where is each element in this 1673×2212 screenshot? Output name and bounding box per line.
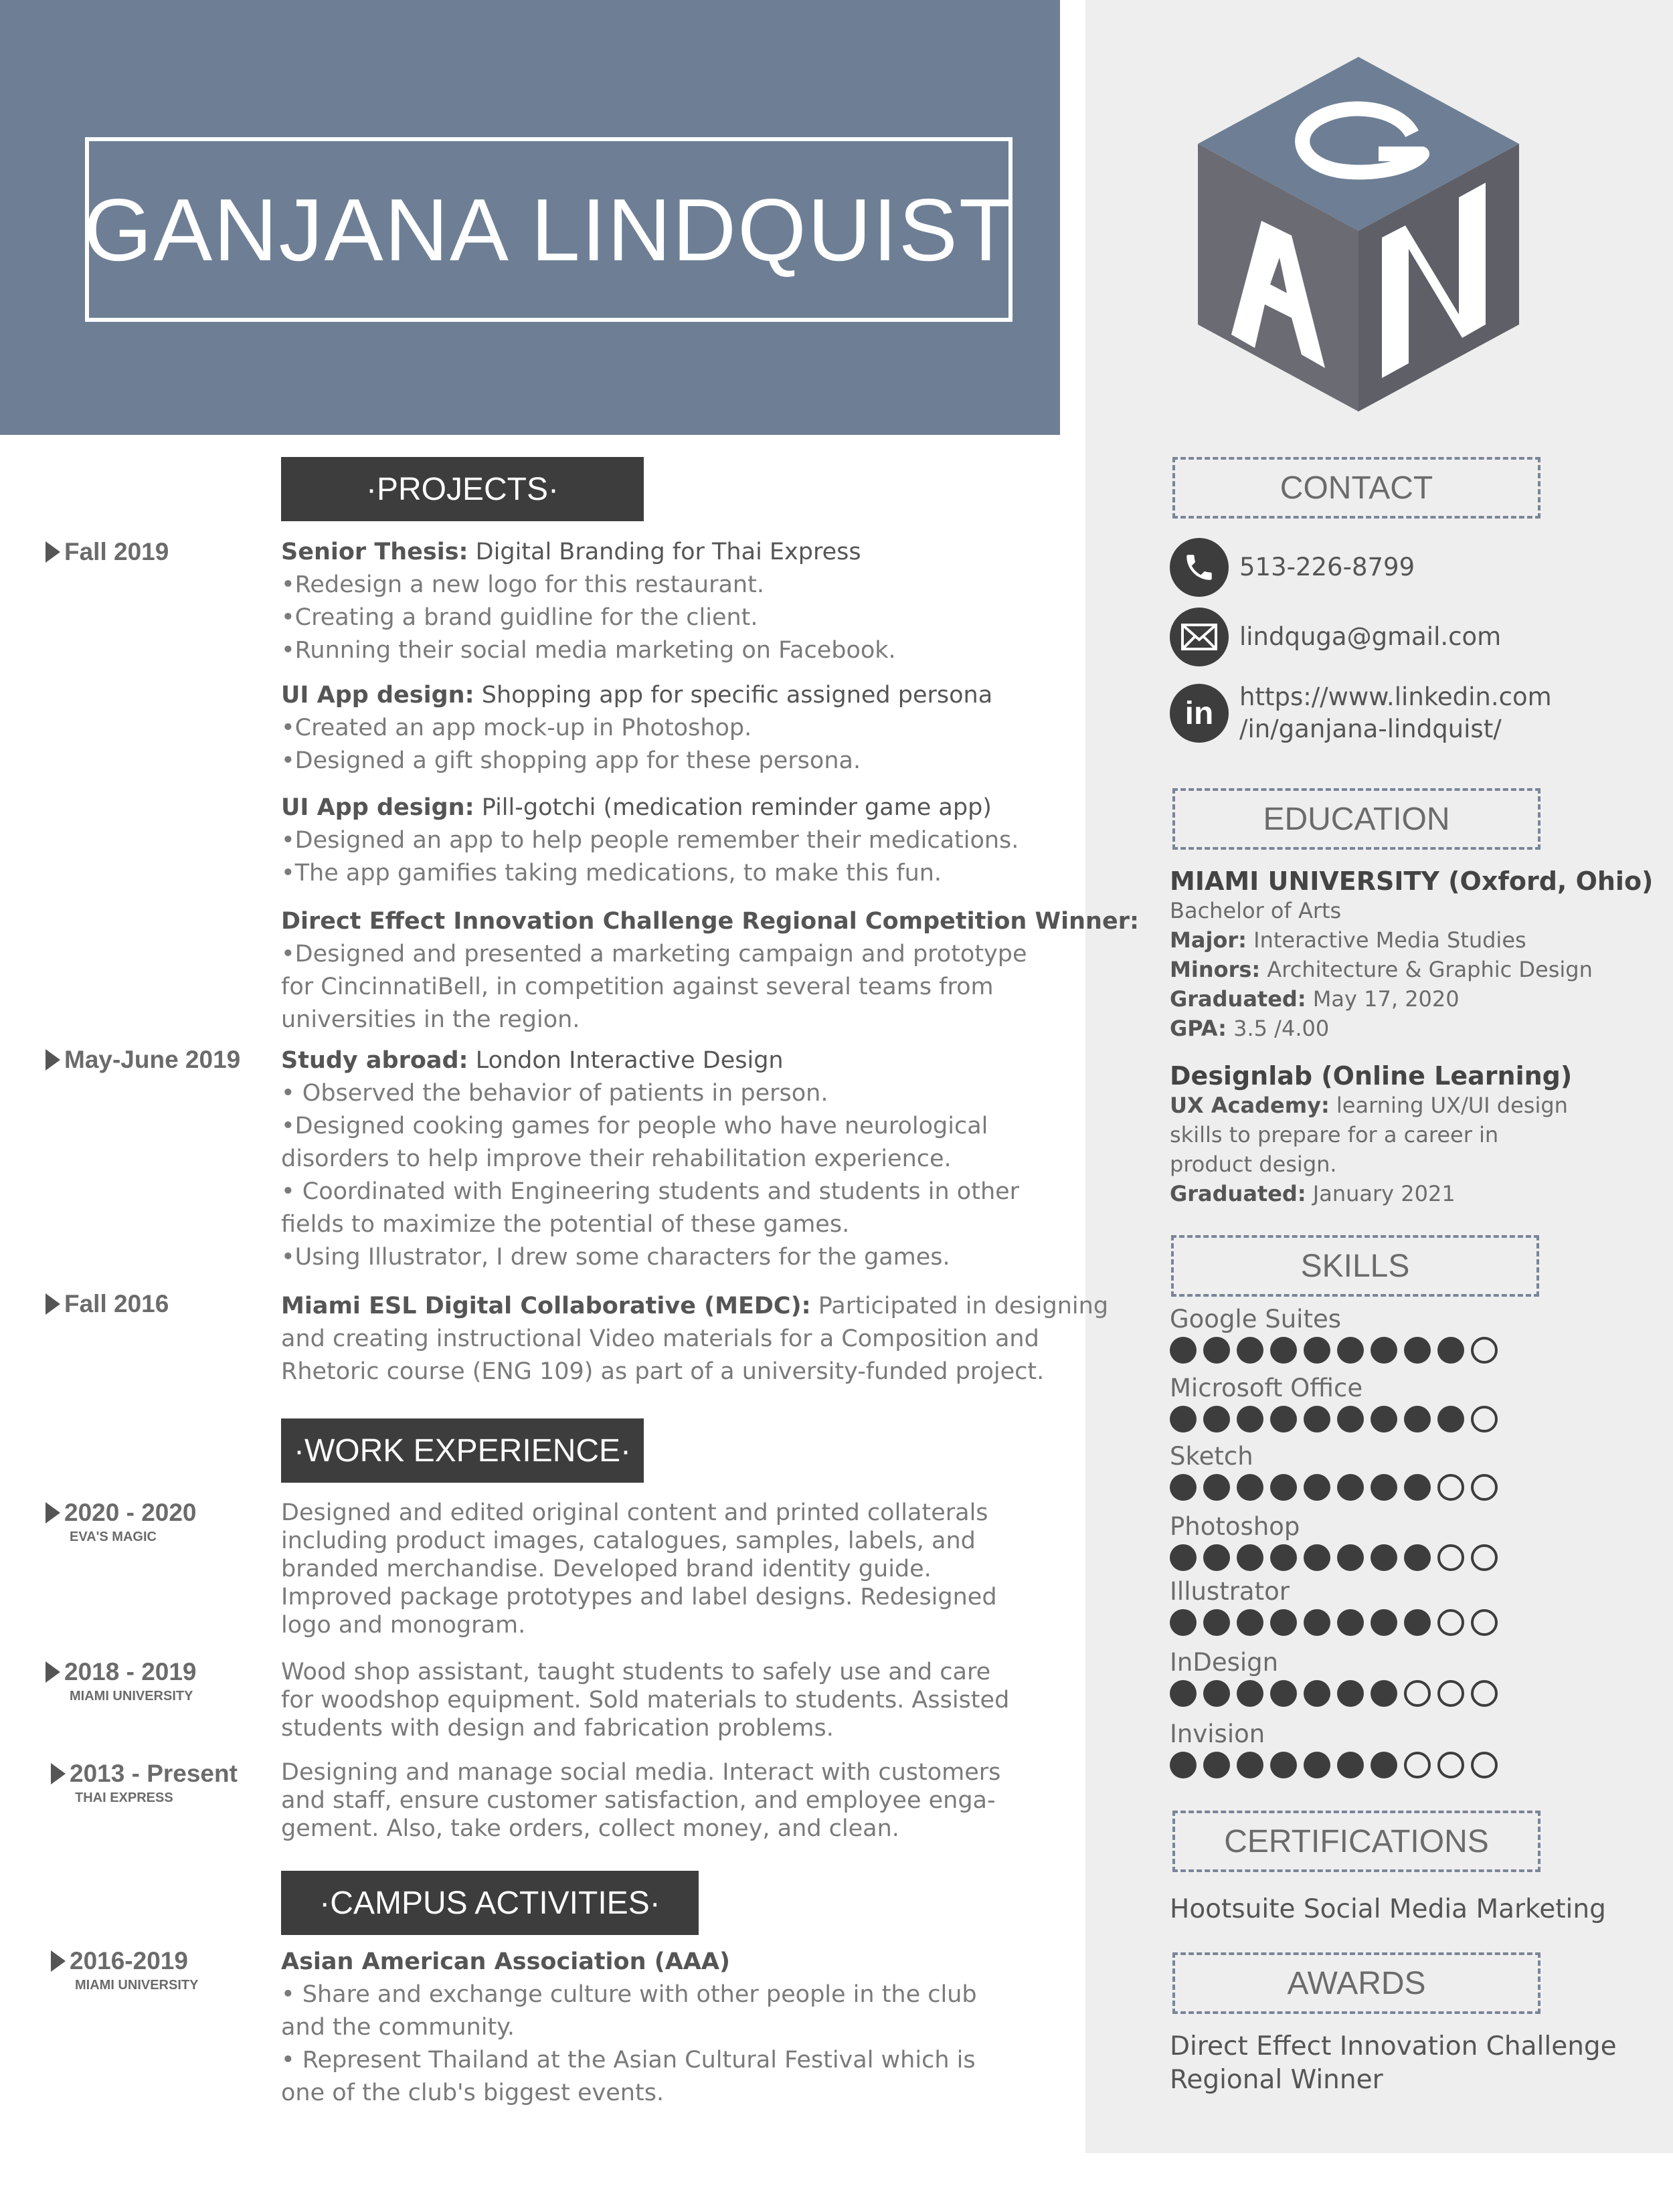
rating-dot-filled bbox=[1270, 1609, 1297, 1636]
project-line: •Designed and presented a marketing campaign and prototype bbox=[281, 941, 1027, 967]
timeline-fall-2016 bbox=[46, 1290, 169, 1318]
rating-dot-filled bbox=[1203, 1406, 1230, 1433]
certifications-heading: CERTIFICATIONS bbox=[1172, 1811, 1540, 1872]
project-entry bbox=[281, 679, 1051, 777]
minors: Architecture & Graphic Design bbox=[1260, 957, 1593, 982]
rating-dot-filled bbox=[1304, 1474, 1330, 1501]
rating-dot-filled bbox=[1337, 1680, 1364, 1707]
timeline-org: MIAMI UNIVERSITY bbox=[75, 1978, 199, 1993]
rating-dot-filled bbox=[1237, 1752, 1263, 1778]
rating-dot-filled bbox=[1404, 1544, 1431, 1571]
rating-dot-filled bbox=[1371, 1609, 1397, 1636]
linkedin-url-line: https://www.linkedin.com bbox=[1239, 682, 1552, 711]
work-line: Designing and manage social media. Interact with customers bbox=[281, 1759, 1001, 1786]
rating-dot-filled bbox=[1371, 1752, 1397, 1778]
timeline-date: 2020 - 2020 bbox=[46, 1499, 197, 1527]
program-label: UX Academy: bbox=[1170, 1093, 1330, 1118]
rating-dot-filled bbox=[1203, 1752, 1230, 1778]
rating-dot-filled bbox=[1437, 1337, 1464, 1364]
timeline-date: May-June 2019 bbox=[46, 1046, 240, 1074]
project-line: •Created an app mock-up in Photoshop. bbox=[281, 715, 752, 741]
rating-dot-filled bbox=[1270, 1474, 1297, 1501]
timeline-work-2 bbox=[46, 1658, 197, 1704]
rating-dot-empty bbox=[1471, 1544, 1498, 1571]
skill-name: Google Suites bbox=[1170, 1305, 1342, 1333]
campus-title: Asian American Association (AAA) bbox=[281, 1948, 730, 1975]
project-title-bold: Study abroad: bbox=[281, 1047, 468, 1074]
skill-row bbox=[1170, 1577, 1498, 1636]
rating-dot-empty bbox=[1471, 1474, 1498, 1501]
work-line: Designed and edited original content and printed collaterals bbox=[281, 1499, 988, 1526]
skill-name: Sketch bbox=[1170, 1442, 1253, 1471]
rating-dot-empty bbox=[1404, 1752, 1431, 1778]
award-item bbox=[1170, 2030, 1652, 2097]
education-heading: EDUCATION bbox=[1172, 788, 1540, 850]
contact-email bbox=[1170, 608, 1501, 666]
project-line: fields to maximize the potential of these games. bbox=[281, 1211, 850, 1238]
project-line: •Running their social media marketing on Facebook. bbox=[281, 637, 896, 664]
project-line: •Designed an app to help people remember their medications. bbox=[281, 827, 1019, 854]
timeline-date: 2016-2019 bbox=[51, 1947, 198, 1975]
work-line: gement. Also, take orders, collect money, and clean. bbox=[281, 1815, 899, 1842]
school-name: Designlab (Online Learning) bbox=[1170, 1061, 1573, 1091]
project-line: • Coordinated with Engineering students and students in other bbox=[281, 1178, 1020, 1205]
rating-dot-filled bbox=[1203, 1680, 1230, 1707]
rating-dot-filled bbox=[1237, 1680, 1263, 1707]
skill-row bbox=[1170, 1648, 1498, 1707]
project-entry bbox=[281, 1290, 1109, 1388]
rating-dot-filled bbox=[1203, 1474, 1230, 1501]
degree: Bachelor of Arts bbox=[1170, 898, 1342, 923]
rating-dot-empty bbox=[1437, 1474, 1464, 1501]
program-desc: product design. bbox=[1170, 1151, 1337, 1177]
graduated-date: January 2021 bbox=[1306, 1181, 1456, 1206]
rating-dot-filled bbox=[1337, 1406, 1364, 1433]
name-box bbox=[83, 137, 1015, 322]
email-address[interactable]: lindquga@gmail.com bbox=[1239, 622, 1502, 651]
timeline-may-june-2019 bbox=[46, 1046, 240, 1074]
timeline-date: 2018 - 2019 bbox=[46, 1658, 197, 1686]
work-line: branded merchandise. Developed brand identity guide. bbox=[281, 1556, 932, 1582]
campus-line: and the community. bbox=[281, 2014, 515, 2041]
rating-dot-filled bbox=[1270, 1544, 1297, 1571]
skill-row bbox=[1170, 1374, 1498, 1433]
campus-line: one of the club's biggest events. bbox=[281, 2080, 665, 2106]
rating-dot-filled bbox=[1371, 1337, 1397, 1364]
project-title: Participated in designing bbox=[810, 1293, 1109, 1319]
skill-name: Photoshop bbox=[1170, 1512, 1300, 1541]
project-title: London Interactive Design bbox=[468, 1047, 784, 1074]
skills-heading: SKILLS bbox=[1171, 1235, 1539, 1297]
work-line: including product images, catalogues, samples, labels, and bbox=[281, 1528, 976, 1554]
header-band bbox=[0, 0, 1060, 435]
work-line: students with design and fabrication problems. bbox=[281, 1715, 834, 1742]
project-line: universities in the region. bbox=[281, 1006, 580, 1033]
rating-dot-filled bbox=[1337, 1609, 1364, 1636]
campus-entry bbox=[281, 1946, 1051, 2110]
project-title-bold: UI App design: bbox=[281, 794, 474, 821]
rating-dot-filled bbox=[1270, 1337, 1297, 1364]
rating-dot-filled bbox=[1437, 1406, 1464, 1433]
phone-number[interactable]: 513-226-8799 bbox=[1239, 553, 1415, 581]
rating-dot-empty bbox=[1471, 1680, 1498, 1707]
rating-dot-empty bbox=[1471, 1752, 1498, 1778]
major: Interactive Media Studies bbox=[1246, 927, 1526, 953]
rating-dot-filled bbox=[1170, 1544, 1197, 1571]
project-line: •Using Illustrator, I drew some characters for the games. bbox=[281, 1244, 950, 1271]
rating-dot-filled bbox=[1337, 1474, 1364, 1501]
project-line: disorders to help improve their rehabilitation experience. bbox=[281, 1145, 952, 1172]
rating-dot-filled bbox=[1304, 1406, 1330, 1433]
rating-dot-filled bbox=[1170, 1474, 1197, 1501]
rating-dot-filled bbox=[1404, 1406, 1431, 1433]
rating-dot-filled bbox=[1371, 1474, 1397, 1501]
phone-icon bbox=[1170, 538, 1229, 597]
rating-dot-filled bbox=[1371, 1544, 1397, 1571]
skill-rating bbox=[1170, 1544, 1498, 1571]
envelope-icon bbox=[1170, 608, 1229, 666]
project-line: •Designed a gift shopping app for these persona. bbox=[281, 747, 861, 774]
campus-line: • Share and exchange culture with other people in the club bbox=[281, 1981, 977, 2008]
work-line: Wood shop assistant, taught students to safely use and care bbox=[281, 1659, 991, 1685]
rating-dot-filled bbox=[1270, 1680, 1297, 1707]
project-entry bbox=[281, 792, 1051, 890]
rating-dot-empty bbox=[1471, 1406, 1498, 1433]
timeline-org: THAI EXPRESS bbox=[75, 1790, 173, 1805]
timeline-org: EVA'S MAGIC bbox=[70, 1530, 157, 1544]
rating-dot-filled bbox=[1237, 1609, 1263, 1636]
gpa: 3.5 /4.00 bbox=[1226, 1016, 1330, 1041]
certification-item: Hootsuite Social Media Marketing bbox=[1170, 1894, 1606, 1924]
rating-dot-filled bbox=[1203, 1337, 1230, 1364]
school-name: MIAMI UNIVERSITY (Oxford, Ohio) bbox=[1170, 866, 1654, 896]
timeline-fall-2019 bbox=[46, 538, 169, 566]
rating-dot-filled bbox=[1404, 1609, 1431, 1636]
award-line: Direct Effect Innovation Challenge bbox=[1170, 2031, 1617, 2061]
rating-dot-filled bbox=[1404, 1474, 1431, 1501]
project-line: •Creating a brand guidline for the client. bbox=[281, 604, 758, 631]
rating-dot-empty bbox=[1437, 1544, 1464, 1571]
section-work-experience: ·WORK EXPERIENCE· bbox=[281, 1418, 644, 1483]
work-entry bbox=[281, 1499, 1051, 1639]
rating-dot-filled bbox=[1371, 1406, 1397, 1433]
timeline-date: Fall 2019 bbox=[46, 538, 169, 566]
rating-dot-filled bbox=[1337, 1337, 1364, 1364]
section-campus-activities: ·CAMPUS ACTIVITIES· bbox=[281, 1871, 699, 1935]
education-entry bbox=[1170, 866, 1652, 1043]
project-line: •Designed cooking games for people who have neurological bbox=[281, 1113, 988, 1139]
rating-dot-empty bbox=[1437, 1752, 1464, 1778]
program-desc: learning UX/UI design bbox=[1329, 1093, 1568, 1118]
project-title-bold: Direct Effect Innovation Challenge Regional Competition Winner: bbox=[281, 908, 1139, 935]
education-entry bbox=[1170, 1061, 1652, 1208]
timeline-work-3 bbox=[51, 1760, 238, 1806]
skill-rating bbox=[1170, 1609, 1498, 1636]
rating-dot-filled bbox=[1270, 1406, 1297, 1433]
timeline-work-1 bbox=[46, 1499, 197, 1545]
timeline-date: Fall 2016 bbox=[46, 1290, 169, 1318]
project-title: Digital Branding for Thai Express bbox=[468, 539, 861, 565]
rating-dot-empty bbox=[1471, 1337, 1498, 1364]
rating-dot-filled bbox=[1170, 1752, 1197, 1778]
linkedin-icon: in bbox=[1170, 684, 1229, 743]
project-title-bold: Miami ESL Digital Collaborative (MEDC): bbox=[281, 1293, 811, 1319]
rating-dot-filled bbox=[1304, 1544, 1330, 1571]
section-projects: ·PROJECTS· bbox=[281, 457, 644, 521]
rating-dot-empty bbox=[1437, 1609, 1464, 1636]
project-line: Rhetoric course (ENG 109) as part of a university-funded project. bbox=[281, 1358, 1045, 1385]
skill-name: Illustrator bbox=[1170, 1577, 1290, 1606]
skill-rating bbox=[1170, 1406, 1498, 1433]
rating-dot-filled bbox=[1203, 1609, 1230, 1636]
work-line: logo and monogram. bbox=[281, 1612, 526, 1639]
rating-dot-filled bbox=[1170, 1609, 1197, 1636]
timeline-campus-1 bbox=[51, 1947, 198, 1993]
project-line: and creating instructional Video materials for a Composition and bbox=[281, 1325, 1039, 1352]
skill-name: Microsoft Office bbox=[1170, 1374, 1363, 1402]
work-entry bbox=[281, 1758, 1051, 1843]
graduated-label: Graduated: bbox=[1170, 1181, 1306, 1206]
rating-dot-filled bbox=[1170, 1406, 1197, 1433]
contact-heading: CONTACT bbox=[1172, 457, 1540, 519]
graduated-date: May 17, 2020 bbox=[1306, 986, 1460, 1012]
rating-dot-filled bbox=[1337, 1544, 1364, 1571]
rating-dot-filled bbox=[1304, 1337, 1330, 1364]
rating-dot-filled bbox=[1170, 1337, 1197, 1364]
work-line: Improved package prototypes and label designs. Redesigned bbox=[281, 1584, 997, 1610]
project-line: for CincinnatiBell, in competition against several teams from bbox=[281, 974, 994, 1000]
candidate-name: GANJANA LINDQUIST bbox=[83, 180, 1015, 279]
project-line: • Observed the behavior of patients in person. bbox=[281, 1080, 828, 1107]
skill-name: InDesign bbox=[1170, 1648, 1279, 1677]
rating-dot-filled bbox=[1270, 1752, 1297, 1778]
project-entry bbox=[281, 536, 1051, 667]
linkedin-url-line: /in/ganjana-lindquist/ bbox=[1239, 715, 1502, 743]
linkedin-url[interactable] bbox=[1239, 681, 1552, 745]
rating-dot-empty bbox=[1437, 1680, 1464, 1707]
minors-label: Minors: bbox=[1170, 957, 1261, 982]
contact-phone bbox=[1170, 538, 1415, 597]
skill-row bbox=[1170, 1442, 1498, 1501]
work-line: for woodshop equipment. Sold materials to students. Assisted bbox=[281, 1687, 1010, 1714]
skill-rating bbox=[1170, 1337, 1498, 1364]
project-title: Shopping app for specific assigned persona bbox=[474, 682, 993, 709]
rating-dot-filled bbox=[1304, 1752, 1330, 1778]
gpa-label: GPA: bbox=[1170, 1016, 1227, 1041]
rating-dot-filled bbox=[1170, 1680, 1197, 1707]
project-title: Pill-gotchi (medication reminder game app) bbox=[474, 794, 992, 821]
campus-line: • Represent Thailand at the Asian Cultural Festival which is bbox=[281, 2047, 976, 2073]
work-line: and staff, ensure customer satisfaction, and employee enga- bbox=[281, 1787, 996, 1814]
award-line: Regional Winner bbox=[1170, 2065, 1383, 2095]
rating-dot-filled bbox=[1304, 1609, 1330, 1636]
work-entry bbox=[281, 1658, 1051, 1742]
rating-dot-filled bbox=[1237, 1337, 1263, 1364]
project-entry bbox=[281, 905, 1139, 1036]
project-line: •The app gamifies taking medications, to make this fun. bbox=[281, 860, 942, 887]
skill-rating bbox=[1170, 1474, 1498, 1501]
skill-row bbox=[1170, 1305, 1498, 1364]
awards-heading: AWARDS bbox=[1172, 1952, 1540, 2014]
contact-linkedin bbox=[1170, 681, 1552, 745]
gan-cube-logo bbox=[1191, 54, 1526, 415]
skill-rating bbox=[1170, 1680, 1498, 1707]
rating-dot-filled bbox=[1203, 1544, 1230, 1571]
skill-name: Invision bbox=[1170, 1720, 1265, 1748]
timeline-date: 2013 - Present bbox=[51, 1760, 238, 1788]
skill-rating bbox=[1170, 1752, 1498, 1778]
rating-dot-filled bbox=[1371, 1680, 1397, 1707]
graduated-label: Graduated: bbox=[1170, 986, 1306, 1012]
project-title-bold: UI App design: bbox=[281, 682, 474, 709]
rating-dot-empty bbox=[1404, 1680, 1431, 1707]
program-desc: skills to prepare for a career in bbox=[1170, 1122, 1499, 1147]
rating-dot-filled bbox=[1304, 1680, 1330, 1707]
rating-dot-filled bbox=[1404, 1337, 1431, 1364]
project-line: •Redesign a new logo for this restaurant. bbox=[281, 571, 764, 598]
timeline-org: MIAMI UNIVERSITY bbox=[70, 1689, 193, 1703]
rating-dot-filled bbox=[1237, 1474, 1263, 1501]
rating-dot-empty bbox=[1471, 1609, 1498, 1636]
skill-row bbox=[1170, 1720, 1498, 1778]
rating-dot-filled bbox=[1237, 1406, 1263, 1433]
project-title-bold: Senior Thesis: bbox=[281, 539, 468, 565]
project-entry bbox=[281, 1044, 1051, 1274]
rating-dot-filled bbox=[1237, 1544, 1263, 1571]
skill-row bbox=[1170, 1512, 1498, 1571]
major-label: Major: bbox=[1170, 927, 1247, 953]
rating-dot-filled bbox=[1337, 1752, 1364, 1778]
